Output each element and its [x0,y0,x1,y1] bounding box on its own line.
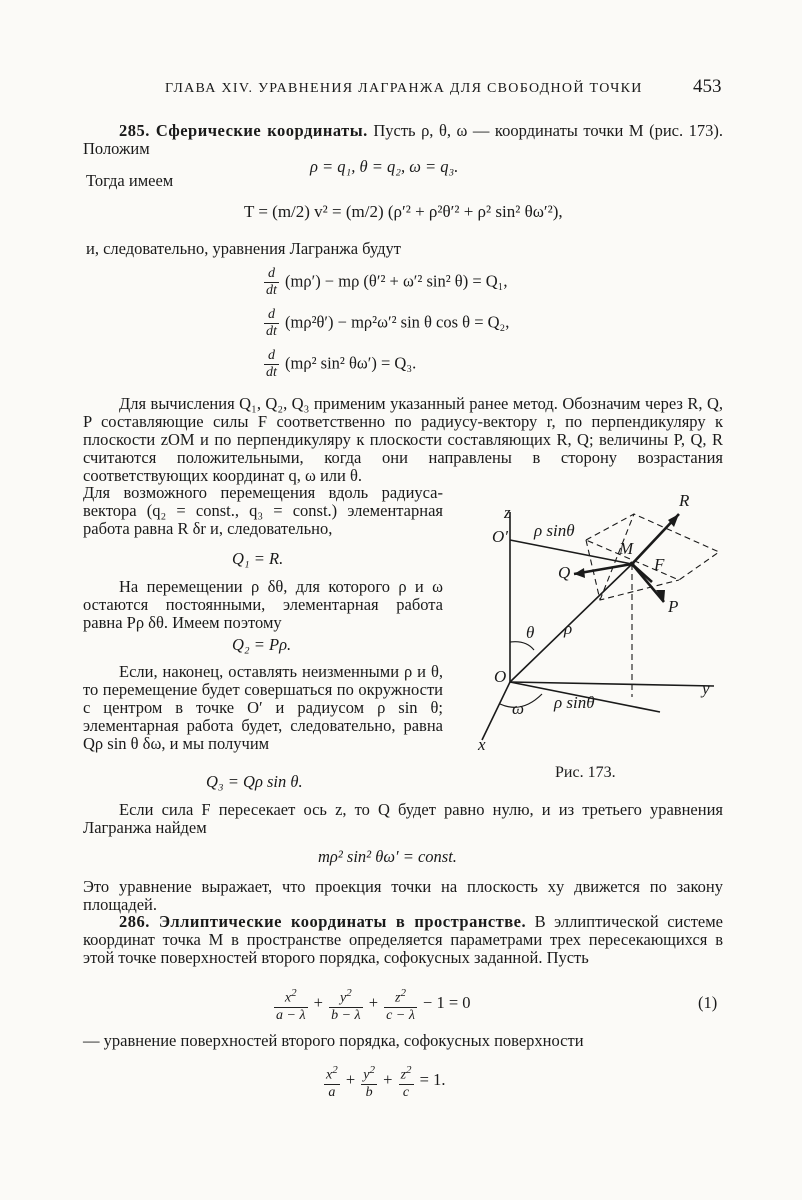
force-F-vector [632,564,652,582]
x-axis [482,682,510,740]
lagrange-equation-1: $\frac{d}{dt}$ (mρ′) − mρ (θ′² + ω′² sin² θ) = Q₁, [266,266,508,298]
section-286-heading: 286. Эллиптические координаты в пространстве. [119,912,527,931]
label-omega: ω [512,699,525,718]
then-text: Тогда имеем [86,171,174,190]
label-F: F [654,555,665,574]
figure-caption: Рис. 173. [555,764,616,781]
label-x: x [478,735,486,754]
section-285-heading: 285. Сферические координаты. [119,121,368,140]
chapter-title: ГЛАВА XIV. УРАВНЕНИЯ ЛАГРАНЖА ДЛЯ СВОБОДНОЙ ТОЧКИ [165,81,643,96]
label-R: R [679,492,690,510]
label-rho: ρ [564,619,573,638]
q2-equation: Q₂ = Pρ. [232,635,292,654]
derivative-operator: $\frac{d}{dt}$ [266,307,277,339]
kinetic-energy-equation: T = (m/2) v² = (m/2) (ρ′² + ρ²θ′² + ρ² sin² θω′²), [244,202,563,221]
paragraph-area-law: Это уравнение выражает, что проекция точки на плоскость xy движется по закону площадей. [83,877,723,914]
label-P: P [668,597,679,616]
paragraph-radial: Для возможного перемещения вдоль радиуса-вектора (q₂ = const., q₃ = const.) элементарная работа равна R δr и, следовательно, [83,483,443,538]
y-axis [510,682,714,686]
confocal-description: — уравнение поверхностей второго порядка, софокусных поверхности [83,1031,584,1050]
label-y: y [702,679,710,698]
section-285-intro [83,122,723,158]
label-z: z [504,503,511,522]
lagrange-equation-3: $\frac{d}{dt}$ (mρ² sin² θω′) = Q₃. [266,348,417,380]
derivative-operator: $\frac{d}{dt}$ [266,348,277,380]
rho-sin-segment [510,540,632,564]
label-o-prime: O′ [492,527,508,546]
point-M [630,562,635,567]
lagrange-intro: и, следовательно, уравнения Лагранжа будут [86,239,401,258]
derivative-operator: $\frac{d}{dt}$ [266,266,277,298]
paragraph-azimuthal: Если, наконец, оставлять неизменными ρ и θ, то перемещение будет совершаться по окружности с центром в точке O′ и радиусом ρ sin θ; элементарная работа будет, следовательно, равна Qρ sin θ δω, и мы получим [83,662,443,753]
label-O: O [494,667,507,686]
base-ellipsoid-equation: $\frac{x^2}{a}$ + $\frac{y^2}{b}$ + $\frac{z^2}{c}$ = 1. [326,1064,446,1100]
substitution-equation: ρ = q₁, θ = q₂, ω = q₃. [310,157,459,176]
section-286-intro [83,913,723,967]
label-Q: Q [558,563,571,582]
equation-number: (1) [698,993,718,1012]
label-theta: θ [526,623,535,642]
force-parallelogram-top [586,514,719,580]
paragraph-forces: Для вычисления Q₁, Q₂, Q₃ применим указанный ранее метод. Обозначим через R, Q, P составляющие силы F соответственно по радиусу-вектору r, по перпендикуляру к плоскости zOM и по перпендикуляру к плоскости составляющих R, Q; величины P, Q, R считаются положительными, когда они направлены в сторону возрастания соответствующих координат q, ω или θ. [83,394,723,485]
q1-equation: Q₁ = R. [232,549,284,568]
confocal-quadric-equation: $\frac{x^2}{a - \lambda}$ + $\frac{y^2}{b - \lambda}$ + $\frac{z^2}{c - \lambda}$ − 1 = 0 [276,987,471,1023]
section-285-intro-text: Пусть ρ, θ, ω — координаты точки M (рис. 173). Положим [83,121,723,158]
theta-arc [510,642,534,650]
area-law-equation: mρ² sin² θω′ = const. [318,847,457,866]
paragraph-meridional: На перемещении ρ δθ, для которого ρ и ω остаются постоянными, элементарная работа равна Pρ δθ. Имеем поэтому [83,577,443,632]
label-rho-sin-bottom: ρ sinθ [554,693,595,712]
label-rho-sin-top: ρ sinθ [534,521,575,540]
paragraph-force-crosses-axis: Если сила F пересекает ось z, то Q будет равно нулю, и из третьего уравнения Лагранжа найдем [83,800,723,837]
page-number: 453 [693,76,722,97]
lagrange-equation-2: $\frac{d}{dt}$ (mρ²θ′) − mρ²ω′² sin θ cos θ = Q₂, [266,307,510,339]
label-M: M [619,539,634,558]
section-286-text: В эллиптической системе координат точка M в пространстве определяется параметрами трех пересекающихся в этой точке поверхностей второго порядка, софокусных заданной. Пусть [83,912,724,967]
q3-equation: Q₃ = Qρ sin θ. [206,772,303,791]
figure-173-diagram [474,492,734,762]
